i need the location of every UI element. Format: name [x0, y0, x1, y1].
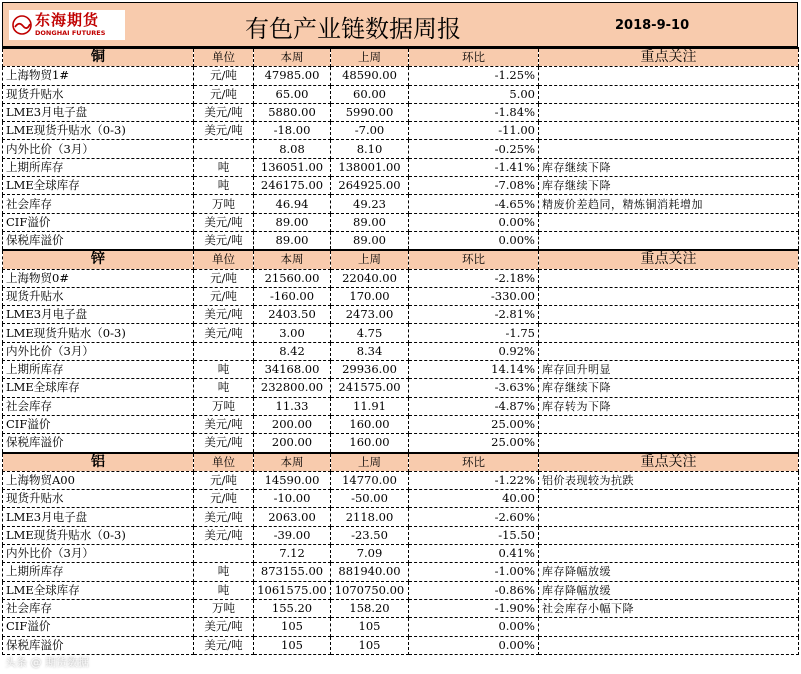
focus-note-cell	[539, 103, 799, 121]
section-header-row	[3, 48, 799, 67]
column-header-unit: 单位	[194, 453, 254, 472]
unit-cell: 美元/吨	[194, 618, 254, 636]
this-week-value-cell: 89.00	[254, 213, 331, 231]
focus-note-cell	[539, 508, 799, 526]
unit-cell: 吨	[194, 158, 254, 176]
change-cell: 25.00%	[409, 434, 539, 453]
change-cell: -0.25%	[409, 140, 539, 158]
item-name-cell: 现货升贴水	[3, 287, 194, 305]
focus-note-cell: 库存转为下降	[539, 397, 799, 415]
last-week-value-cell: 8.10	[331, 140, 409, 158]
focus-note-cell	[539, 324, 799, 342]
this-week-value-cell: 5880.00	[254, 103, 331, 121]
item-name-cell: 上期所库存	[3, 158, 194, 176]
last-week-value-cell: 29936.00	[331, 361, 409, 379]
item-name-cell: 社会库存	[3, 599, 194, 617]
change-cell: 25.00%	[409, 415, 539, 433]
this-week-value-cell: 47985.00	[254, 67, 331, 85]
item-name-cell: LME3月电子盘	[3, 103, 194, 121]
change-cell: 0.00%	[409, 636, 539, 654]
focus-note-cell: 库存继续下降	[539, 177, 799, 195]
item-name-cell: LME全球库存	[3, 379, 194, 397]
focus-note-cell	[539, 269, 799, 287]
this-week-value-cell: 1061575.00	[254, 581, 331, 599]
focus-note-cell	[539, 287, 799, 305]
last-week-value-cell: 160.00	[331, 434, 409, 453]
focus-note-cell: 铝价表现较为抗跌	[539, 471, 799, 489]
table-row	[3, 526, 799, 544]
focus-note-cell: 库存继续下降	[539, 379, 799, 397]
section-metal-name: 锌	[3, 250, 194, 269]
last-week-value-cell: 158.20	[331, 599, 409, 617]
this-week-value-cell: 14590.00	[254, 471, 331, 489]
unit-cell: 美元/吨	[194, 213, 254, 231]
last-week-value-cell: 48590.00	[331, 67, 409, 85]
table-row	[3, 140, 799, 158]
focus-note-cell: 库存继续下降	[539, 158, 799, 176]
focus-note-cell	[539, 85, 799, 103]
last-week-value-cell: 14770.00	[331, 471, 409, 489]
column-header-change: 环比	[409, 48, 539, 67]
focus-note-cell	[539, 545, 799, 563]
last-week-value-cell: 5990.00	[331, 103, 409, 121]
column-header-focus: 重点关注	[539, 250, 799, 269]
change-cell: 5.00	[409, 85, 539, 103]
this-week-value-cell: 873155.00	[254, 563, 331, 581]
change-cell: -1.90%	[409, 599, 539, 617]
this-week-value-cell: 155.20	[254, 599, 331, 617]
item-name-cell: 保税库溢价	[3, 636, 194, 654]
unit-cell: 吨	[194, 563, 254, 581]
table-row	[3, 397, 799, 415]
focus-note-cell	[539, 140, 799, 158]
focus-note-cell: 库存降幅放缓	[539, 563, 799, 581]
unit-cell	[194, 342, 254, 360]
this-week-value-cell: 136051.00	[254, 158, 331, 176]
change-cell: 0.00%	[409, 213, 539, 231]
watermark: 头条 @ 期货数据	[5, 656, 89, 669]
this-week-value-cell: 46.94	[254, 195, 331, 213]
unit-cell: 万吨	[194, 599, 254, 617]
unit-cell: 美元/吨	[194, 306, 254, 324]
report-sheet	[2, 2, 798, 669]
table-row	[3, 306, 799, 324]
this-week-value-cell: 2063.00	[254, 508, 331, 526]
this-week-value-cell: 7.12	[254, 545, 331, 563]
unit-cell: 元/吨	[194, 287, 254, 305]
change-cell: 0.00%	[409, 231, 539, 250]
change-cell: 14.14%	[409, 361, 539, 379]
table-row	[3, 103, 799, 121]
item-name-cell: LME3月电子盘	[3, 306, 194, 324]
item-name-cell: 上期所库存	[3, 563, 194, 581]
table-row	[3, 287, 799, 305]
unit-cell: 元/吨	[194, 85, 254, 103]
unit-cell: 美元/吨	[194, 122, 254, 140]
this-week-value-cell: 11.33	[254, 397, 331, 415]
table-row	[3, 324, 799, 342]
unit-cell: 吨	[194, 581, 254, 599]
unit-cell: 美元/吨	[194, 103, 254, 121]
table-row	[3, 508, 799, 526]
focus-note-cell	[539, 434, 799, 453]
change-cell: -1.84%	[409, 103, 539, 121]
this-week-value-cell: 3.00	[254, 324, 331, 342]
this-week-value-cell: 8.42	[254, 342, 331, 360]
last-week-value-cell: 241575.00	[331, 379, 409, 397]
last-week-value-cell: 89.00	[331, 213, 409, 231]
this-week-value-cell: 105	[254, 636, 331, 654]
last-week-value-cell: 4.75	[331, 324, 409, 342]
logo-cn-text: 东海期货	[35, 11, 100, 30]
focus-note-cell	[539, 122, 799, 140]
focus-note-cell	[539, 636, 799, 654]
table-row	[3, 379, 799, 397]
table-row	[3, 361, 799, 379]
last-week-value-cell: 881940.00	[331, 563, 409, 581]
unit-cell: 美元/吨	[194, 415, 254, 433]
item-name-cell: 保税库溢价	[3, 231, 194, 250]
change-cell: -2.81%	[409, 306, 539, 324]
this-week-value-cell: 21560.00	[254, 269, 331, 287]
last-week-value-cell: 138001.00	[331, 158, 409, 176]
table-row	[3, 269, 799, 287]
unit-cell	[194, 140, 254, 158]
column-header-last-week: 上周	[331, 48, 409, 67]
table-row	[3, 122, 799, 140]
change-cell: -1.41%	[409, 158, 539, 176]
last-week-value-cell: 264925.00	[331, 177, 409, 195]
unit-cell: 元/吨	[194, 67, 254, 85]
change-cell: -1.22%	[409, 471, 539, 489]
this-week-value-cell: 8.08	[254, 140, 331, 158]
change-cell: -0.86%	[409, 581, 539, 599]
item-name-cell: 保税库溢价	[3, 434, 194, 453]
focus-note-cell: 库存回升明显	[539, 361, 799, 379]
column-header-unit: 单位	[194, 48, 254, 67]
table-row	[3, 490, 799, 508]
column-header-this-week: 本周	[254, 48, 331, 67]
table-row	[3, 231, 799, 250]
change-cell: -1.75	[409, 324, 539, 342]
column-header-last-week: 上周	[331, 250, 409, 269]
this-week-value-cell: 232800.00	[254, 379, 331, 397]
report-header	[2, 2, 798, 47]
table-row	[3, 85, 799, 103]
unit-cell: 美元/吨	[194, 231, 254, 250]
unit-cell: 万吨	[194, 195, 254, 213]
change-cell: -15.50	[409, 526, 539, 544]
last-week-value-cell: 7.09	[331, 545, 409, 563]
table-row	[3, 581, 799, 599]
this-week-value-cell: 65.00	[254, 85, 331, 103]
item-name-cell: LME现货升贴水（0-3)	[3, 122, 194, 140]
table-row	[3, 213, 799, 231]
change-cell: -2.18%	[409, 269, 539, 287]
last-week-value-cell: 105	[331, 618, 409, 636]
focus-note-cell	[539, 213, 799, 231]
item-name-cell: 现货升贴水	[3, 85, 194, 103]
change-cell: 0.92%	[409, 342, 539, 360]
this-week-value-cell: 246175.00	[254, 177, 331, 195]
focus-note-cell: 库存降幅放缓	[539, 581, 799, 599]
report-date: 2018-9-10	[615, 18, 690, 33]
focus-note-cell	[539, 618, 799, 636]
this-week-value-cell: -10.00	[254, 490, 331, 508]
change-cell: -4.87%	[409, 397, 539, 415]
unit-cell: 元/吨	[194, 490, 254, 508]
table-row	[3, 636, 799, 654]
section-metal-name: 铜	[3, 48, 194, 67]
unit-cell: 美元/吨	[194, 434, 254, 453]
change-cell: -1.25%	[409, 67, 539, 85]
unit-cell: 元/吨	[194, 269, 254, 287]
unit-cell: 美元/吨	[194, 508, 254, 526]
table-row	[3, 599, 799, 617]
item-name-cell: LME3月电子盘	[3, 508, 194, 526]
column-header-unit: 单位	[194, 250, 254, 269]
column-header-this-week: 本周	[254, 250, 331, 269]
table-row	[3, 67, 799, 85]
table-row	[3, 158, 799, 176]
table-row	[3, 471, 799, 489]
last-week-value-cell: 105	[331, 636, 409, 654]
item-name-cell: 内外比价（3月）	[3, 342, 194, 360]
unit-cell	[194, 545, 254, 563]
this-week-value-cell: -18.00	[254, 122, 331, 140]
table-row	[3, 563, 799, 581]
item-name-cell: CIF溢价	[3, 213, 194, 231]
section-header-row	[3, 453, 799, 472]
last-week-value-cell: 60.00	[331, 85, 409, 103]
table-row	[3, 618, 799, 636]
last-week-value-cell: 11.91	[331, 397, 409, 415]
last-week-value-cell: -7.00	[331, 122, 409, 140]
focus-note-cell	[539, 67, 799, 85]
this-week-value-cell: 200.00	[254, 434, 331, 453]
focus-note-cell: 精废价差趋同，精炼铜消耗增加	[539, 195, 799, 213]
section-metal-name: 铝	[3, 453, 194, 472]
item-name-cell: 现货升贴水	[3, 490, 194, 508]
change-cell: -4.65%	[409, 195, 539, 213]
last-week-value-cell: 2118.00	[331, 508, 409, 526]
focus-note-cell	[539, 415, 799, 433]
table-row	[3, 415, 799, 433]
unit-cell: 吨	[194, 177, 254, 195]
unit-cell: 吨	[194, 379, 254, 397]
change-cell: -3.63%	[409, 379, 539, 397]
last-week-value-cell: 22040.00	[331, 269, 409, 287]
this-week-value-cell: -39.00	[254, 526, 331, 544]
unit-cell: 美元/吨	[194, 636, 254, 654]
item-name-cell: 社会库存	[3, 397, 194, 415]
item-name-cell: CIF溢价	[3, 618, 194, 636]
change-cell: -2.60%	[409, 508, 539, 526]
column-header-last-week: 上周	[331, 453, 409, 472]
logo-en-text: DONGHAI FUTURES	[35, 29, 106, 38]
report-title: 有色产业链数据周报	[245, 15, 461, 43]
item-name-cell: CIF溢价	[3, 415, 194, 433]
change-cell: 0.41%	[409, 545, 539, 563]
last-week-value-cell: 2473.00	[331, 306, 409, 324]
table-row	[3, 434, 799, 453]
unit-cell: 美元/吨	[194, 324, 254, 342]
column-header-change: 环比	[409, 250, 539, 269]
data-table	[2, 47, 799, 655]
table-row	[3, 545, 799, 563]
this-week-value-cell: 89.00	[254, 231, 331, 250]
company-logo	[9, 10, 125, 40]
table-row	[3, 342, 799, 360]
focus-note-cell	[539, 526, 799, 544]
item-name-cell: 上期所库存	[3, 361, 194, 379]
this-week-value-cell: 105	[254, 618, 331, 636]
focus-note-cell	[539, 231, 799, 250]
this-week-value-cell: 34168.00	[254, 361, 331, 379]
item-name-cell: LME全球库存	[3, 177, 194, 195]
column-header-focus: 重点关注	[539, 453, 799, 472]
last-week-value-cell: -23.50	[331, 526, 409, 544]
wave-logo-icon	[12, 15, 32, 35]
focus-note-cell	[539, 306, 799, 324]
column-header-this-week: 本周	[254, 453, 331, 472]
item-name-cell: 上海物贸A00	[3, 471, 194, 489]
change-cell: 40.00	[409, 490, 539, 508]
unit-cell: 吨	[194, 361, 254, 379]
last-week-value-cell: 49.23	[331, 195, 409, 213]
focus-note-cell	[539, 490, 799, 508]
change-cell: -1.00%	[409, 563, 539, 581]
item-name-cell: LME现货升贴水（0-3)	[3, 526, 194, 544]
this-week-value-cell: 2403.50	[254, 306, 331, 324]
unit-cell: 万吨	[194, 397, 254, 415]
item-name-cell: 内外比价（3月）	[3, 545, 194, 563]
last-week-value-cell: 160.00	[331, 415, 409, 433]
this-week-value-cell: -160.00	[254, 287, 331, 305]
item-name-cell: LME全球库存	[3, 581, 194, 599]
change-cell: -7.08%	[409, 177, 539, 195]
last-week-value-cell: 8.34	[331, 342, 409, 360]
item-name-cell: 内外比价（3月）	[3, 140, 194, 158]
this-week-value-cell: 200.00	[254, 415, 331, 433]
item-name-cell: 上海物贸0#	[3, 269, 194, 287]
change-cell: 0.00%	[409, 618, 539, 636]
change-cell: -330.00	[409, 287, 539, 305]
last-week-value-cell: 89.00	[331, 231, 409, 250]
unit-cell: 元/吨	[194, 471, 254, 489]
change-cell: -11.00	[409, 122, 539, 140]
section-header-row	[3, 250, 799, 269]
unit-cell: 美元/吨	[194, 526, 254, 544]
last-week-value-cell: 170.00	[331, 287, 409, 305]
item-name-cell: 上海物贸1#	[3, 67, 194, 85]
focus-note-cell: 社会库存小幅下降	[539, 599, 799, 617]
column-header-change: 环比	[409, 453, 539, 472]
focus-note-cell	[539, 342, 799, 360]
last-week-value-cell: 1070750.00	[331, 581, 409, 599]
item-name-cell: LME现货升贴水（0-3)	[3, 324, 194, 342]
item-name-cell: 社会库存	[3, 195, 194, 213]
table-row	[3, 195, 799, 213]
table-row	[3, 177, 799, 195]
last-week-value-cell: -50.00	[331, 490, 409, 508]
column-header-focus: 重点关注	[539, 48, 799, 67]
